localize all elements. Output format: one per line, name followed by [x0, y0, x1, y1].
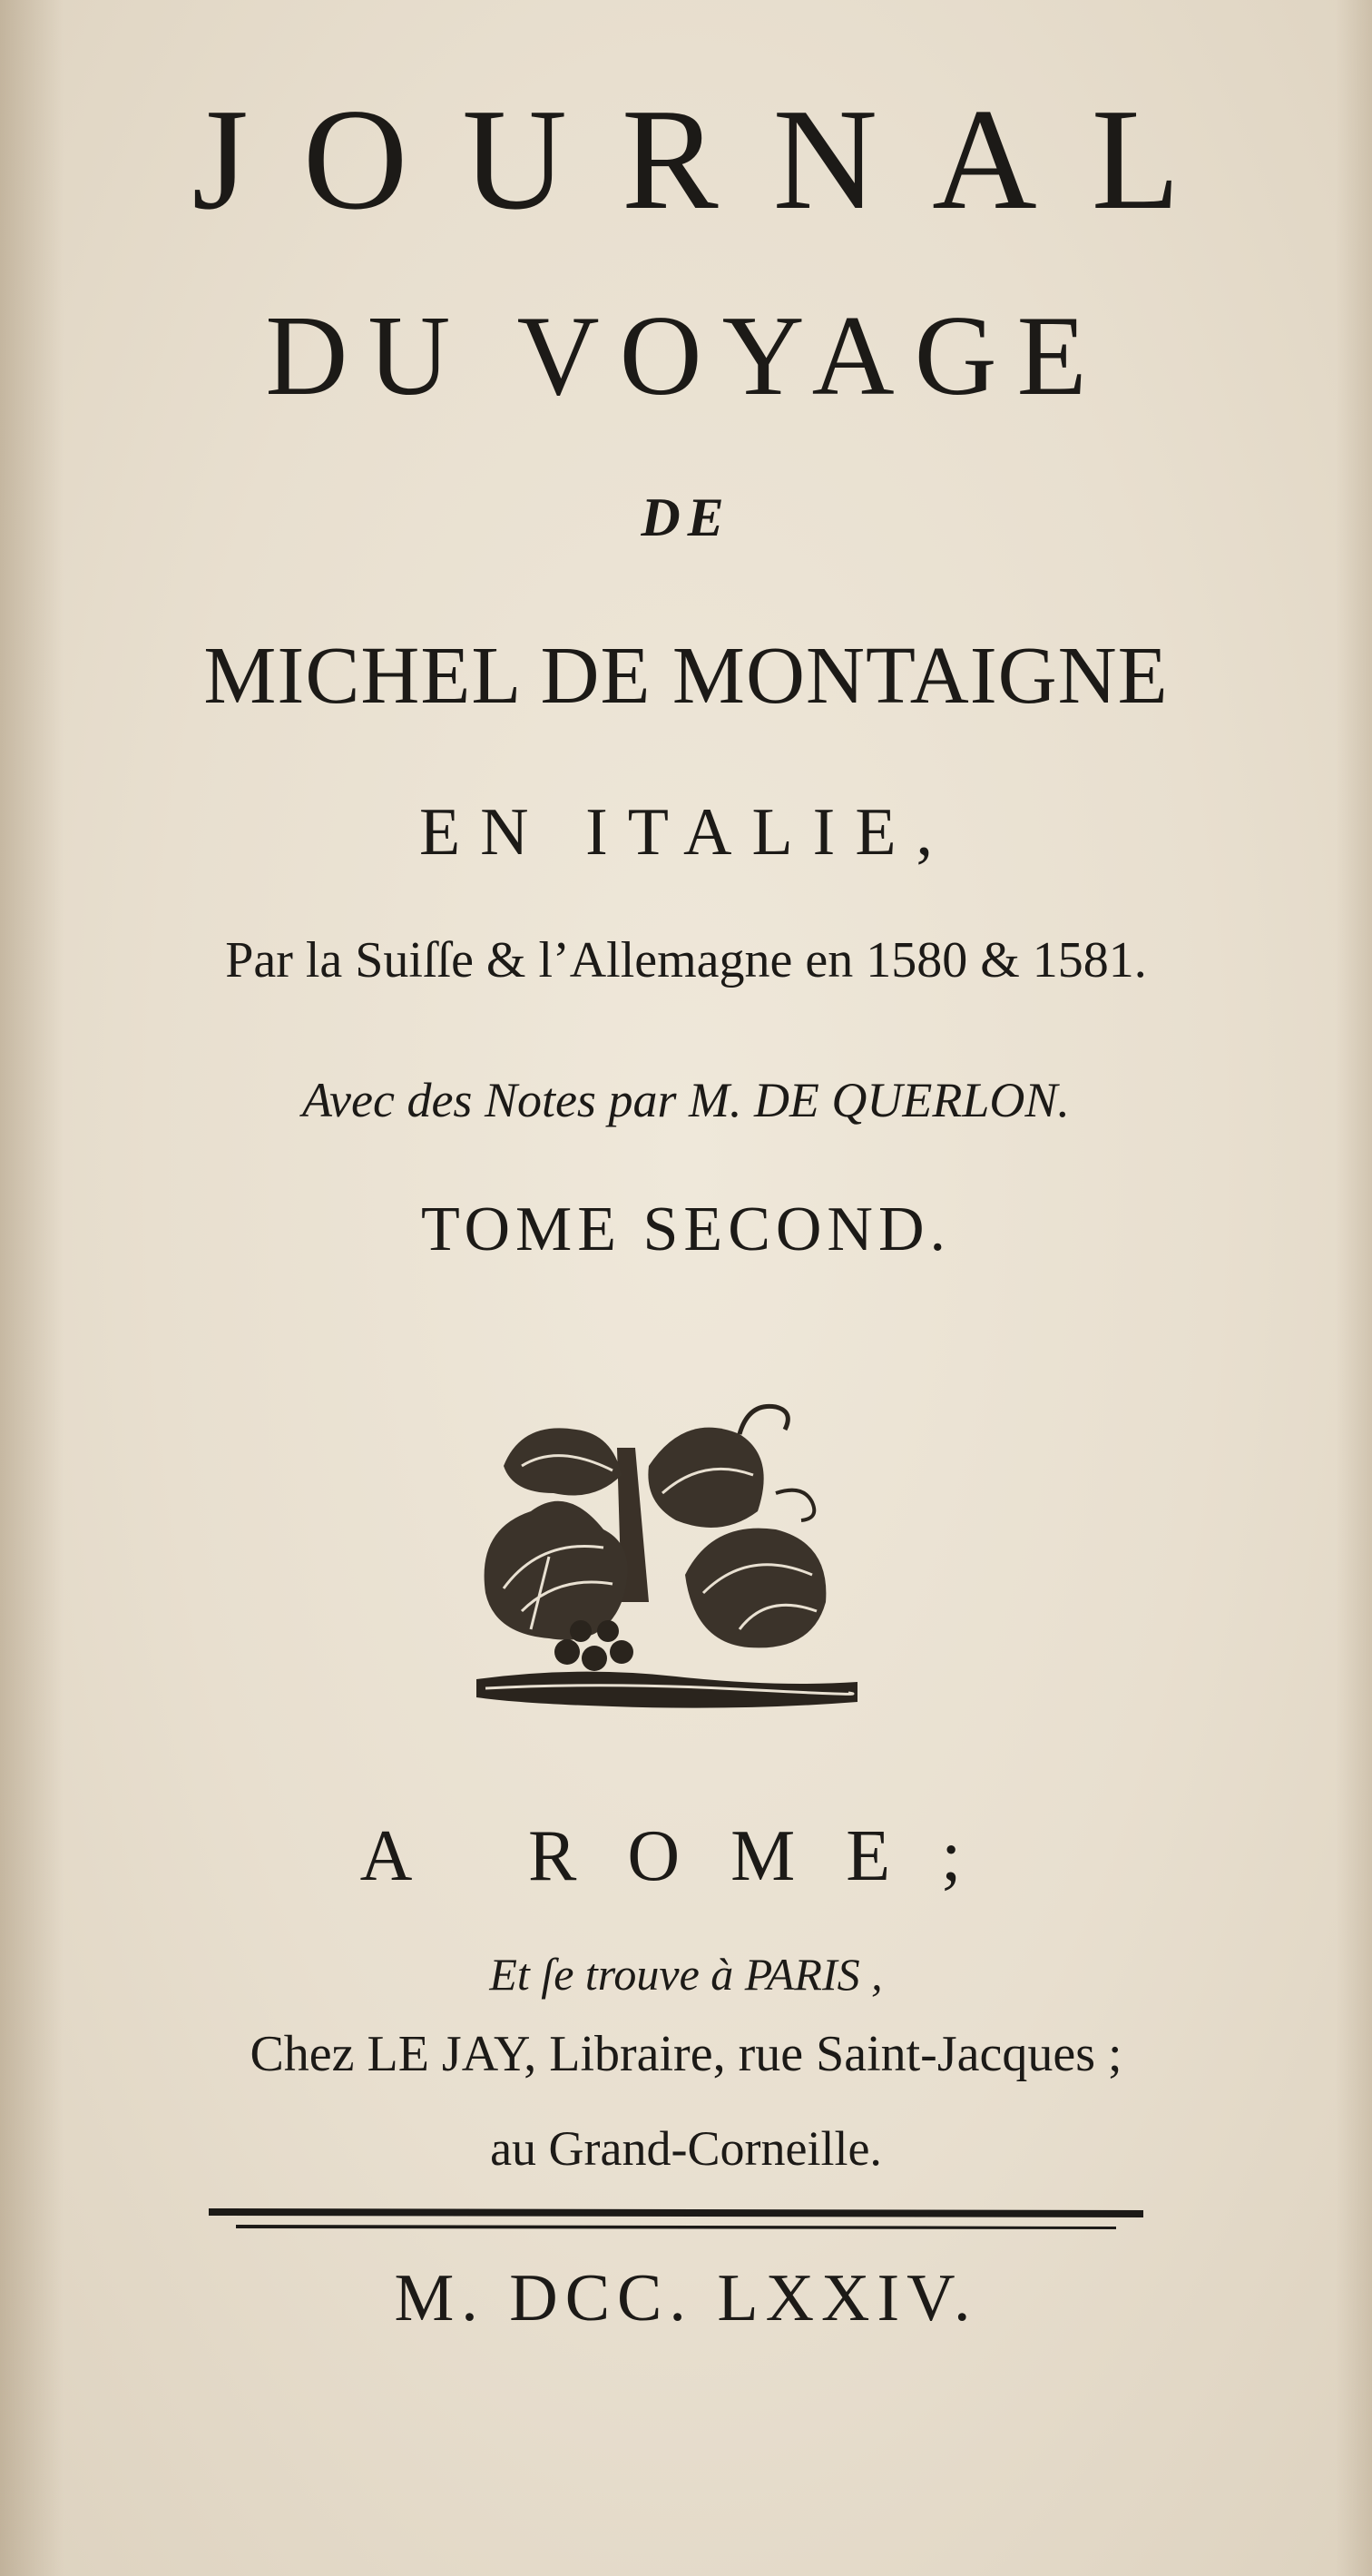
- imprint-sign: au Grand-Corneille.: [490, 2121, 882, 2176]
- title-journal: JOURNAL: [191, 78, 1235, 240]
- vine-leaves-woodcut-icon: [467, 1393, 867, 1729]
- imprint-also-sold: Et ſe trouve à PARIS ,: [489, 1949, 883, 2000]
- double-rule-divider: [209, 2201, 1143, 2237]
- imprint-city: A ROME;: [359, 1816, 1013, 1896]
- imprint-date: M. DCC. LXXIV.: [394, 2261, 978, 2335]
- imprint-bookseller: Chez LE JAY, Libraire, rue Saint-Jacques ;: [250, 2026, 1122, 2082]
- title-du-voyage: DU VOYAGE: [265, 293, 1107, 419]
- title-de: DE: [641, 487, 731, 547]
- notes-credit: Avec des Notes par M. DE QUERLON.: [302, 1073, 1070, 1127]
- volume-label: TOME SECOND.: [420, 1195, 952, 1264]
- author-name: MICHEL DE MONTAIGNE: [203, 631, 1169, 721]
- route-line: Par la Suiſſe & l’Allemagne en 1580 & 1581.: [225, 932, 1147, 988]
- title-en-italie: EN ITALIE,: [418, 795, 954, 870]
